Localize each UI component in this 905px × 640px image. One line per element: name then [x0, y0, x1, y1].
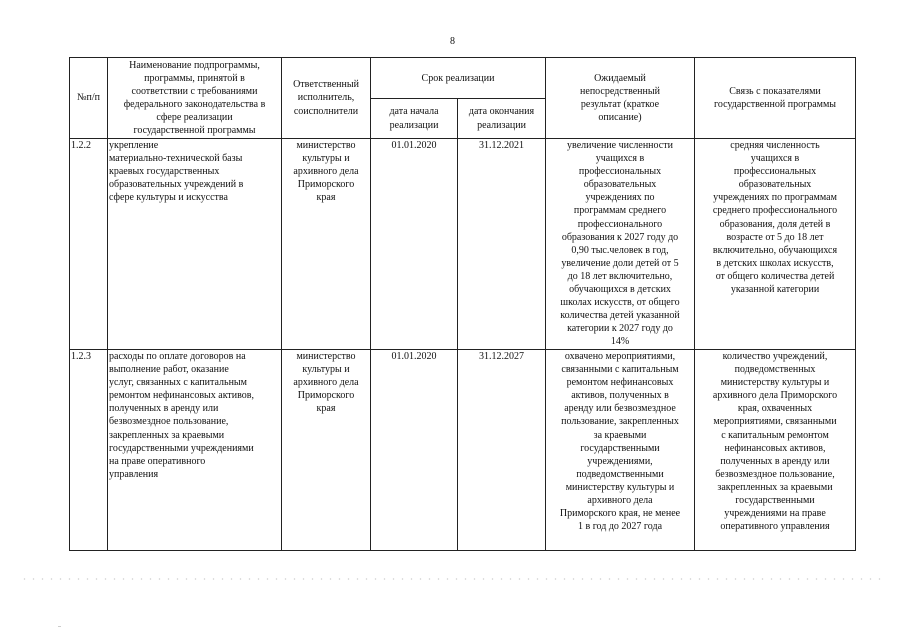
header-link: Связь с показателями государственной программы	[695, 58, 856, 139]
header-period: Срок реализации	[371, 58, 546, 99]
row-result: охвачено мероприятиями, связанными с капитальным ремонтом нефинансовых активов, полученных в аренду или безвозмездное пользование, закрепленных за краевыми государственными учреждениями, подведомственными министерству культуры и архивного дела Приморского края, не менее 1 в год до 2027 года	[546, 350, 695, 551]
scan-noise-line	[20, 578, 885, 580]
table-row	[70, 139, 856, 350]
header-name: Наименование подпрограммы, программы, принятой в соответствии с требованиями федерального законодательства в сфере реализации государственной программы	[108, 58, 282, 139]
scan-noise-dot	[58, 626, 61, 627]
row-executor: министерство культуры и архивного дела Приморского края	[282, 350, 371, 551]
row-start-date: 01.01.2020	[371, 139, 458, 350]
row-number: 1.2.2	[70, 139, 108, 350]
header-result: Ожидаемый непосредственный результат (краткое описание)	[546, 58, 695, 139]
row-executor: министерство культуры и архивного дела Приморского края	[282, 139, 371, 350]
row-name: укрепление материально-технической базы краевых государственных образовательных учреждений в сфере культуры и искусства	[108, 139, 282, 350]
header-start-date: дата начала реализации	[371, 99, 458, 139]
header-num: №п/п	[70, 58, 108, 139]
row-end-date: 31.12.2021	[458, 139, 546, 350]
row-name: расходы по оплате договоров на выполнение работ, оказание услуг, связанных с капитальным ремонтом нефинансовых активов, полученных в аренду или безвозмездное пользование, закрепленных за краевыми государственными учреждениями на праве оперативного управления	[108, 350, 282, 551]
page-number: 8	[450, 36, 455, 47]
header-end-date: дата окончания реализации	[458, 99, 546, 139]
row-result: увеличение численности учащихся в профессиональных образовательных учреждениях по программам среднего профессионального образования к 2027 году до 0,90 тыс.человек в год, увеличение доли детей от 5 до 18 лет включительно, обучающихся в детских школах искусств, от общего количества детей указанной категории к 2027 году до 14%	[546, 139, 695, 350]
program-table	[69, 57, 856, 551]
row-indicator-link: количество учреждений, подведомственных министерству культуры и архивного дела Приморского края, охваченных мероприятиями, связанными с капитальным ремонтом нефинансовых активов, полученных в аренду или безвозмездное пользование, закрепленных за краевыми государственными учреждениями на праве оперативного управления	[695, 350, 856, 551]
row-end-date: 31.12.2027	[458, 350, 546, 551]
row-indicator-link: средняя численность учащихся в профессиональных образовательных учреждениях по программам среднего профессионального образования, доля детей в возрасте от 5 до 18 лет включительно, обучающихся в детских школах искусств, от общего количества детей указанной категории	[695, 139, 856, 350]
header-executor: Ответственный исполнитель, соисполнители	[282, 58, 371, 139]
table-header-row	[70, 58, 856, 99]
row-number: 1.2.3	[70, 350, 108, 551]
table-row	[70, 350, 856, 551]
row-start-date: 01.01.2020	[371, 350, 458, 551]
